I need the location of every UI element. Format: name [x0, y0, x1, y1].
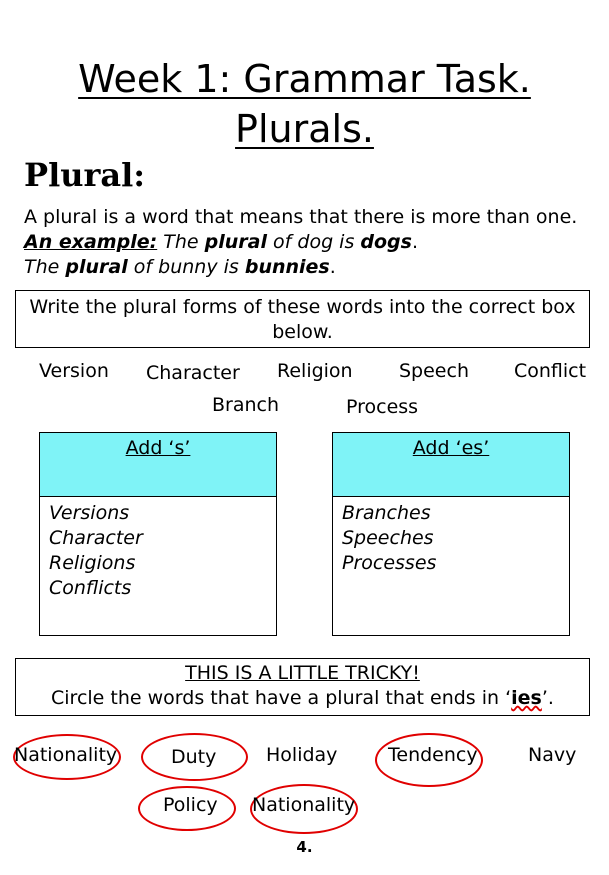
word-bank-item: Branch [212, 394, 280, 416]
add-s-header: Add ‘s’ [40, 433, 276, 497]
word-bank-item: Version [39, 360, 109, 382]
word-option[interactable]: Policy [163, 794, 218, 816]
add-s-entries [40, 497, 276, 605]
list-item: Character [49, 527, 143, 549]
list-item: Conflicts [49, 577, 132, 599]
word-option[interactable]: Nationality [14, 744, 118, 766]
page-subtitle: Plurals. [235, 107, 374, 151]
word-option[interactable]: Duty [171, 746, 217, 768]
instruction-text: Write the plural forms of these words into the correct box below. [29, 296, 576, 343]
instruction-box [15, 290, 590, 348]
word-option[interactable]: Navy [528, 744, 577, 766]
list-item: Branches [342, 502, 431, 524]
example-line-1: An example: The plural of dog is dogs. [24, 231, 419, 253]
tricky-heading: THIS IS A LITTLE TRICKY! [185, 662, 420, 684]
add-es-table [332, 432, 570, 636]
word-option[interactable]: Tendency [388, 744, 478, 766]
section-heading: Plural: [24, 156, 146, 194]
example-label: An example: [24, 231, 158, 253]
word-bank-item: Speech [399, 360, 469, 382]
list-item: Religions [49, 552, 136, 574]
example-line-2: The plural of bunny is bunnies. [24, 256, 336, 278]
word-bank-item: Process [346, 396, 419, 418]
word-bank-item: Conflict [514, 360, 587, 382]
word-option[interactable]: Holiday [266, 744, 338, 766]
word-bank-item: Religion [277, 360, 353, 382]
page-number: 4. [296, 838, 313, 856]
list-item: Versions [49, 502, 130, 524]
definition-text: A plural is a word that means that there is more than one. [24, 206, 578, 228]
page-title: Week 1: Grammar Task. [78, 57, 531, 101]
list-item: Speeches [342, 527, 434, 549]
list-item: Processes [342, 552, 437, 574]
word-option[interactable]: Nationality [252, 794, 356, 816]
add-es-header: Add ‘es’ [333, 433, 569, 497]
tricky-instruction: Circle the words that have a plural that ends in ‘ies’. [51, 687, 554, 709]
add-es-entries [333, 497, 569, 580]
tricky-box [15, 658, 590, 716]
add-s-table [39, 432, 277, 636]
word-bank-item: Character [146, 362, 240, 384]
